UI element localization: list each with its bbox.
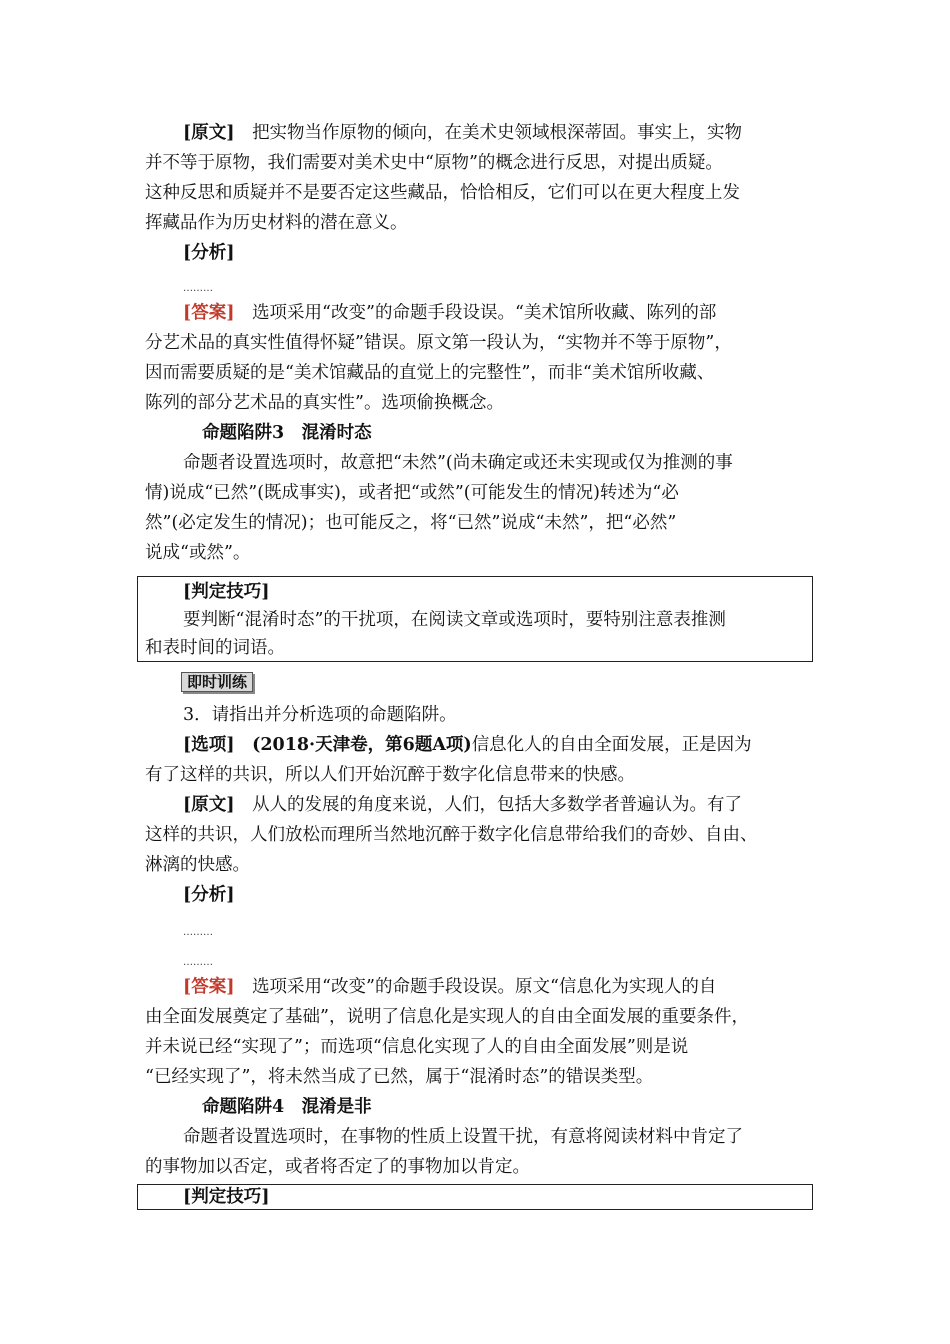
trap3-tip-label: [判定技巧] <box>183 582 270 602</box>
trap4-desc-1: 命题者设置选项时，在事物的性质上设置干扰，有意将阅读材料中肯定了 <box>183 1127 743 1147</box>
practice-question: 3．请指出并分析选项的命题陷阱。 <box>183 705 457 725</box>
yuanwen-line-3: 这种反思和质疑并不是要否定这些藏品，恰恰相反，它们可以在更大程度上发 <box>145 183 740 203</box>
trap4-desc-2: 的事物加以否定，或者将否定了的事物加以肯定。 <box>145 1157 530 1177</box>
practice-daan-line-3: 并未说已经“实现了”；而选项“信息化实现了人的自由全面发展”则是说 <box>145 1037 689 1057</box>
trap3-tip-line-2: 和表时间的词语。 <box>145 638 285 658</box>
xuanxiang-label: [选项] <box>183 735 235 755</box>
practice-yuanwen-line-3: 淋漓的快感。 <box>145 855 250 875</box>
daan-label: [答案] <box>183 303 235 323</box>
xuanxiang-line-1: [选项] (2018·天津卷，第6题A项)信息化人的自由全面发展，正是因为 <box>183 735 752 755</box>
trap4-tip-label: [判定技巧] <box>183 1187 270 1207</box>
trap3-desc-4: 说成“或然”。 <box>145 543 251 563</box>
trap4-heading: 命题陷阱4 混淆是非 <box>202 1097 372 1117</box>
daan-line-1: [答案] 选项采用“改变”的命题手段设误。“美术馆所收藏、陈列的部 <box>183 303 717 323</box>
yuanwen-line-1: [原文] 把实物当作原物的倾向，在美术史领域根深蒂固。事实上，实物 <box>183 123 743 143</box>
trap3-desc-3: 然”(必定发生的情况)；也可能反之，将“已然”说成“未然”，把“必然” <box>145 513 677 533</box>
practice-daan-line-1: [答案] 选项采用“改变”的命题手段设误。原文“信息化为实现人的自 <box>183 977 717 997</box>
practice-fenxi-label: [分析] <box>183 885 235 905</box>
daan-line-4: 陈列的部分艺术品的真实性”。选项偷换概念。 <box>145 393 504 413</box>
yuanwen-label: [原文] <box>183 123 235 143</box>
daan-line-2: 分艺术品的真实性值得怀疑”错误。原文第一段认为，“实物并不等于原物”， <box>145 333 732 353</box>
trap3-desc-2: 情)说成“已然”(既成事实)，或者把“或然”(可能发生的情况)转述为“必 <box>145 483 679 503</box>
trap3-heading: 命题陷阱3 混淆时态 <box>202 423 372 443</box>
yuanwen-line-2: 并不等于原物，我们需要对美术史中“原物”的概念进行反思，对提出质疑。 <box>145 153 723 173</box>
trap3-desc-1: 命题者设置选项时，故意把“未然”(尚未确定或还未实现或仅为推测的事 <box>183 453 733 473</box>
practice-daan-label: [答案] <box>183 977 235 997</box>
practice-yuanwen-line-2: 这样的共识，人们放松而理所当然地沉醉于数字化信息带给我们的奇妙、自由、 <box>145 825 758 845</box>
trap3-tip-line-1: 要判断“混淆时态”的干扰项，在阅读文章或选项时，要特别注意表推测 <box>183 610 726 630</box>
practice-yuanwen-label: [原文] <box>183 795 235 815</box>
xuanxiang-line-2: 有了这样的共识，所以人们开始沉醉于数字化信息带来的快感。 <box>145 765 635 785</box>
practice-fenxi-dots-2: ……… <box>183 957 213 968</box>
daan-line-3: 因而需要质疑的是“美术馆藏品的直觉上的完整性”，而非“美术馆所收藏、 <box>145 363 715 383</box>
practice-fenxi-dots-1: ……… <box>183 927 213 938</box>
practice-yuanwen-line-1: [原文] 从人的发展的角度来说，人们，包括大多数学者普遍认为。有了 <box>183 795 743 815</box>
xuanxiang-source: (2018·天津卷，第6题A项) <box>252 735 472 755</box>
fenxi-dots: ……… <box>183 283 213 294</box>
practice-daan-line-4: “已经实现了”，将未然当成了已然，属于“混淆时态”的错误类型。 <box>145 1067 654 1087</box>
yuanwen-line-4: 挥藏品作为历史材料的潜在意义。 <box>145 213 408 233</box>
fenxi-label: [分析] <box>183 243 235 263</box>
practice-badge: 即时训练 <box>181 672 253 692</box>
practice-daan-line-2: 由全面发展奠定了基础”，说明了信息化是实现人的自由全面发展的重要条件， <box>145 1007 749 1027</box>
